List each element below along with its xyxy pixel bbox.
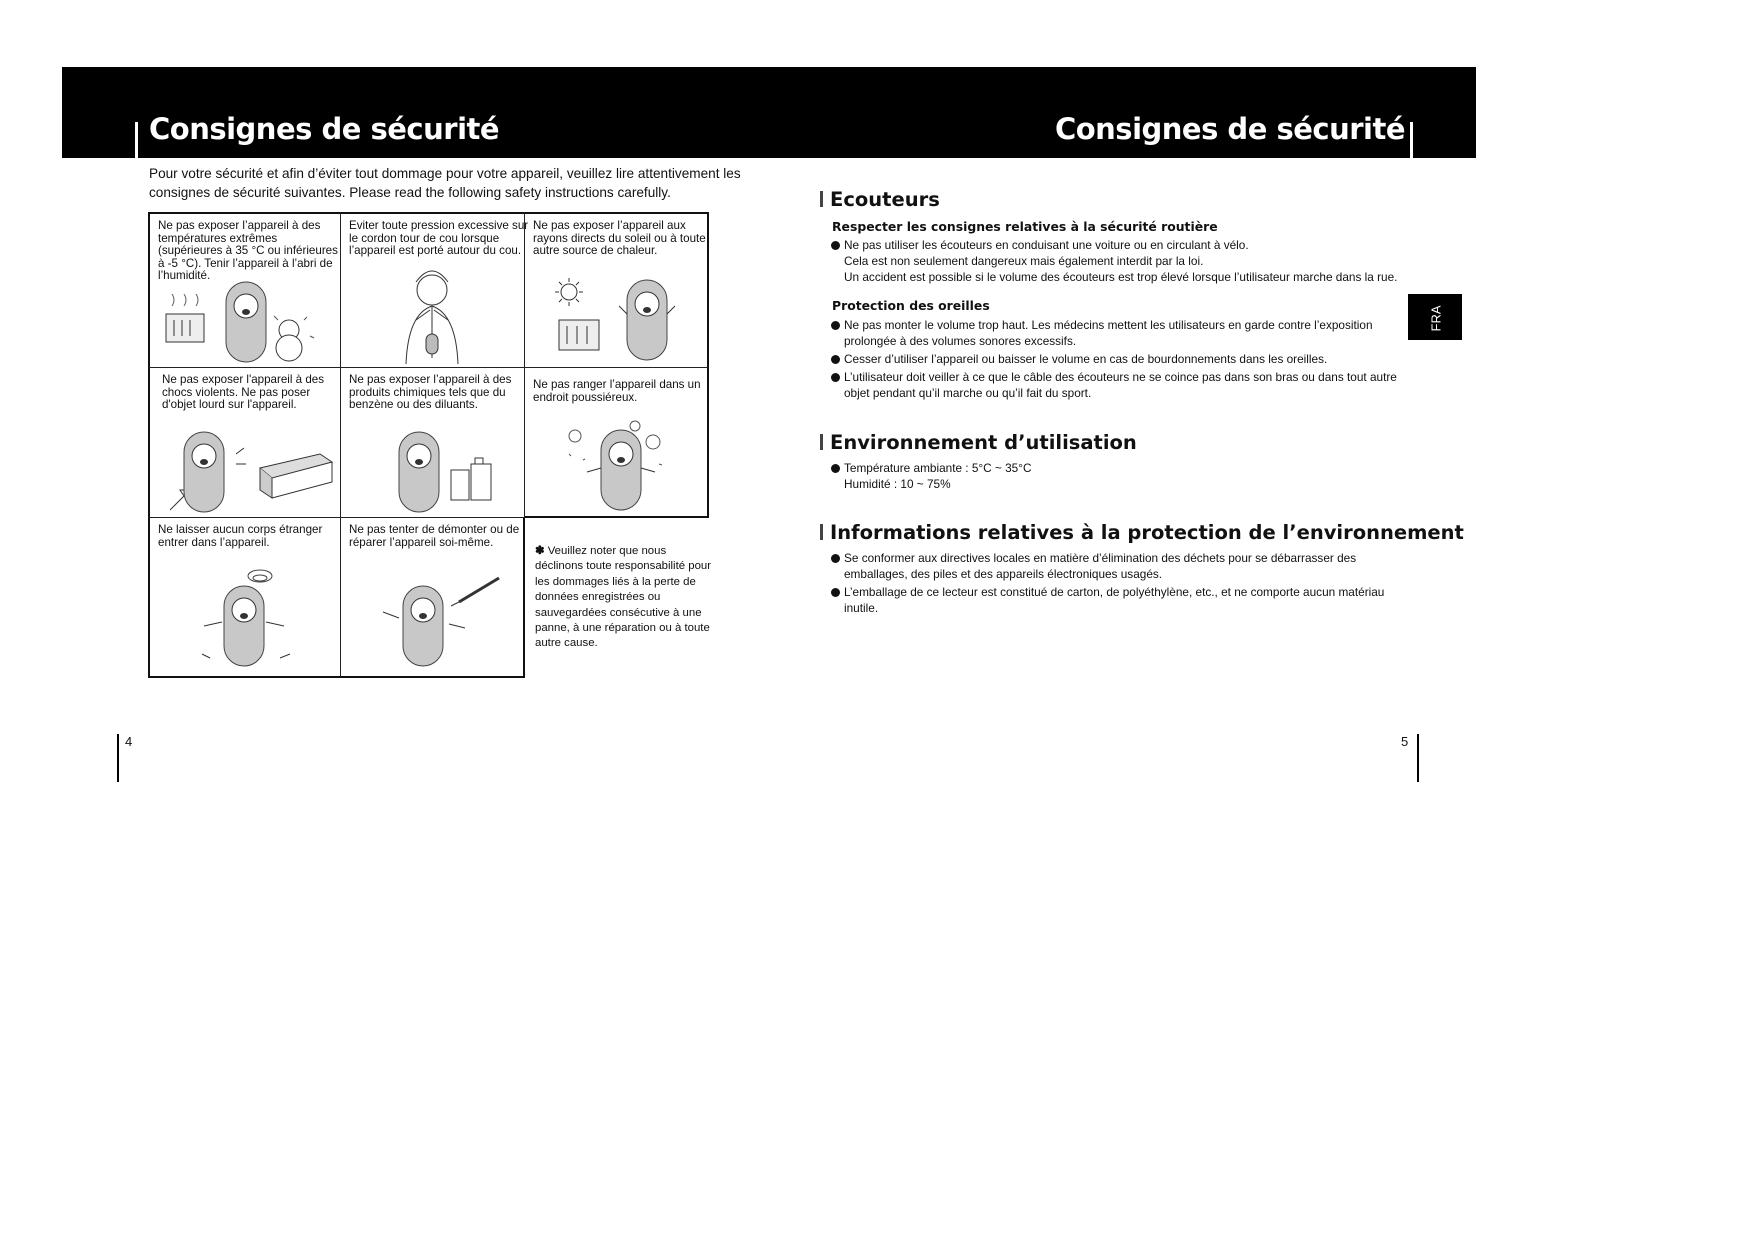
cell-text: Ne pas exposer l’appareil à des températures extrêmes (supérieures à 35 °C ou inférieures à -5 °C). Tenir l’appareil à l’abri de l’humidité. [158, 219, 338, 283]
bullet-item [820, 369, 1410, 401]
bullet-text: Température ambiante : 5°C ~ 35°C [844, 461, 1032, 475]
subheading-road-safety: Respecter les consignes relatives à la sécurité routière [832, 219, 1218, 234]
safety-cell-chemicals [341, 368, 525, 518]
bullet-icon [831, 588, 840, 597]
section-environnement [820, 431, 1410, 492]
safety-cell-sunlight [525, 212, 709, 368]
page-number-right: 5 [1401, 734, 1409, 749]
section-title-text: Informations relatives à la protection de l’environnement [830, 521, 1464, 544]
disclaimer-text: Veuillez noter que nous déclinons toute responsabilité pour les dommages liés à la perte de données enregistrées ou sauvegardées consécutive à une panne, à une réparation ou à toute autre cause. [535, 545, 712, 650]
cell-text: Ne laisser aucun corps étranger entrer dans l’appareil. [158, 523, 323, 549]
page-number-rule-left [117, 734, 119, 782]
bullet-continuation: Un accident est possible si le volume des écouteurs est trop élevé lorsque l’utilisateur marche dans la rue. [844, 270, 1398, 284]
cell-text: Eviter toute pression excessive sur le cordon tour de cou lorsque l’appareil est porté autour du cou. [349, 219, 529, 258]
bullet-icon [831, 321, 840, 330]
cell-text: Ne pas tenter de démonter ou de réparer l’appareil soi-même. [349, 523, 520, 549]
bullet-icon [831, 355, 840, 364]
bullet-icon [831, 373, 840, 382]
bullet-item [820, 351, 1410, 367]
safety-cell-disassembly [341, 518, 525, 678]
title-marker-left [135, 122, 138, 158]
language-tab [1408, 294, 1462, 340]
bullet-continuation: Humidité : 10 ~ 75% [844, 477, 951, 491]
cell-text: Ne pas exposer l’appareil à des produits chimiques tels que du benzène ou des diluants. [349, 373, 512, 412]
cell-text: Ne pas exposer l'appareil à des chocs violents. Ne pas poser d'objet lourd sur l'appareil. [162, 373, 325, 412]
chemicals-illustration-icon [391, 430, 511, 514]
language-tab-label: FRA [1428, 305, 1444, 332]
bullet-item [820, 550, 1420, 582]
cell-text: Ne pas ranger l’appareil dans un endroit poussiéreux. [533, 378, 701, 404]
section-title [820, 188, 1410, 211]
bullet-text: L’utilisateur doit veiller à ce que le câble des écouteurs ne se coince pas dans son bras ou dans tout autre objet pendant qu’il marche ou qu’il fait du sport. [844, 370, 1397, 400]
section-title-text: Ecouteurs [830, 188, 940, 211]
section-title [820, 431, 1410, 454]
bullet-text: Ne pas monter le volume trop haut. Les médecins mettent les utilisateurs en garde contre l’exposition prolongée à des volumes sonores excessifs. [844, 318, 1373, 348]
subheading-ear-protection: Protection des oreilles [832, 298, 990, 313]
asterisk-icon: ✽ [535, 545, 545, 557]
safety-cell-temperature [148, 212, 341, 368]
cell-text: Ne pas exposer l’appareil aux rayons directs du soleil ou à toute autre source de chaleur. [533, 219, 706, 258]
page-number-left: 4 [125, 734, 133, 749]
safety-cell-neck-cord [341, 212, 529, 368]
section-informations [820, 521, 1464, 616]
bullet-item [820, 237, 1410, 253]
bullet-icon [831, 464, 840, 473]
section-marker [820, 434, 823, 450]
cold-heat-illustration-icon [164, 276, 334, 364]
bullet-text: L’emballage de ce lecteur est constitué de carton, de polyéthylène, etc., et ne comporte aucun matériau inutile. [844, 585, 1385, 615]
bullet-text: Ne pas utiliser les écouteurs en conduisant une voiture ou en circulant à vélo. [844, 238, 1249, 252]
disclaimer-note [535, 544, 715, 652]
section-marker [820, 524, 823, 540]
bullet-item [820, 460, 1410, 476]
page-number-rule-right [1417, 734, 1419, 782]
safety-cell-dust [525, 368, 709, 518]
dust-illustration-icon [565, 420, 685, 512]
disassembly-illustration-icon [381, 572, 511, 672]
bullet-item [820, 584, 1420, 616]
section-ecouteurs [820, 188, 1410, 401]
sun-heater-illustration-icon [555, 276, 705, 368]
intro-text: Pour votre sécurité et afin d’éviter tout dommage pour votre appareil, veuillez lire attentivement les consignes de sécurité suivantes. Please read the following safety instructions carefully. [149, 166, 741, 200]
section-title-text: Environnement d’utilisation [830, 431, 1137, 454]
bullet-icon [831, 554, 840, 563]
page-title-left: Consignes de sécurité [149, 112, 500, 146]
shock-illustration-icon [170, 428, 340, 516]
title-marker-right [1410, 122, 1413, 158]
safety-cell-foreign-objects [148, 518, 341, 678]
foreign-object-illustration-icon [190, 566, 310, 672]
section-title [820, 521, 1464, 544]
bullet-icon [831, 241, 840, 250]
bullet-text: Cesser d’utiliser l’appareil ou baisser le volume en cas de bourdonnements dans les oreilles. [844, 352, 1328, 366]
woman-with-neck-cord-icon [386, 268, 486, 366]
section-marker [820, 191, 823, 207]
bullet-continuation: Cela est non seulement dangereux mais également interdit par la loi. [844, 254, 1204, 268]
page-title-right: Consignes de sécurité [1054, 112, 1405, 146]
bullet-item [820, 317, 1410, 349]
bullet-text: Se conformer aux directives locales en matière d’élimination des déchets pour se débarrasser des emballages, des piles et des appareils électroniques usagés. [844, 551, 1357, 581]
safety-cell-shock [148, 368, 341, 518]
